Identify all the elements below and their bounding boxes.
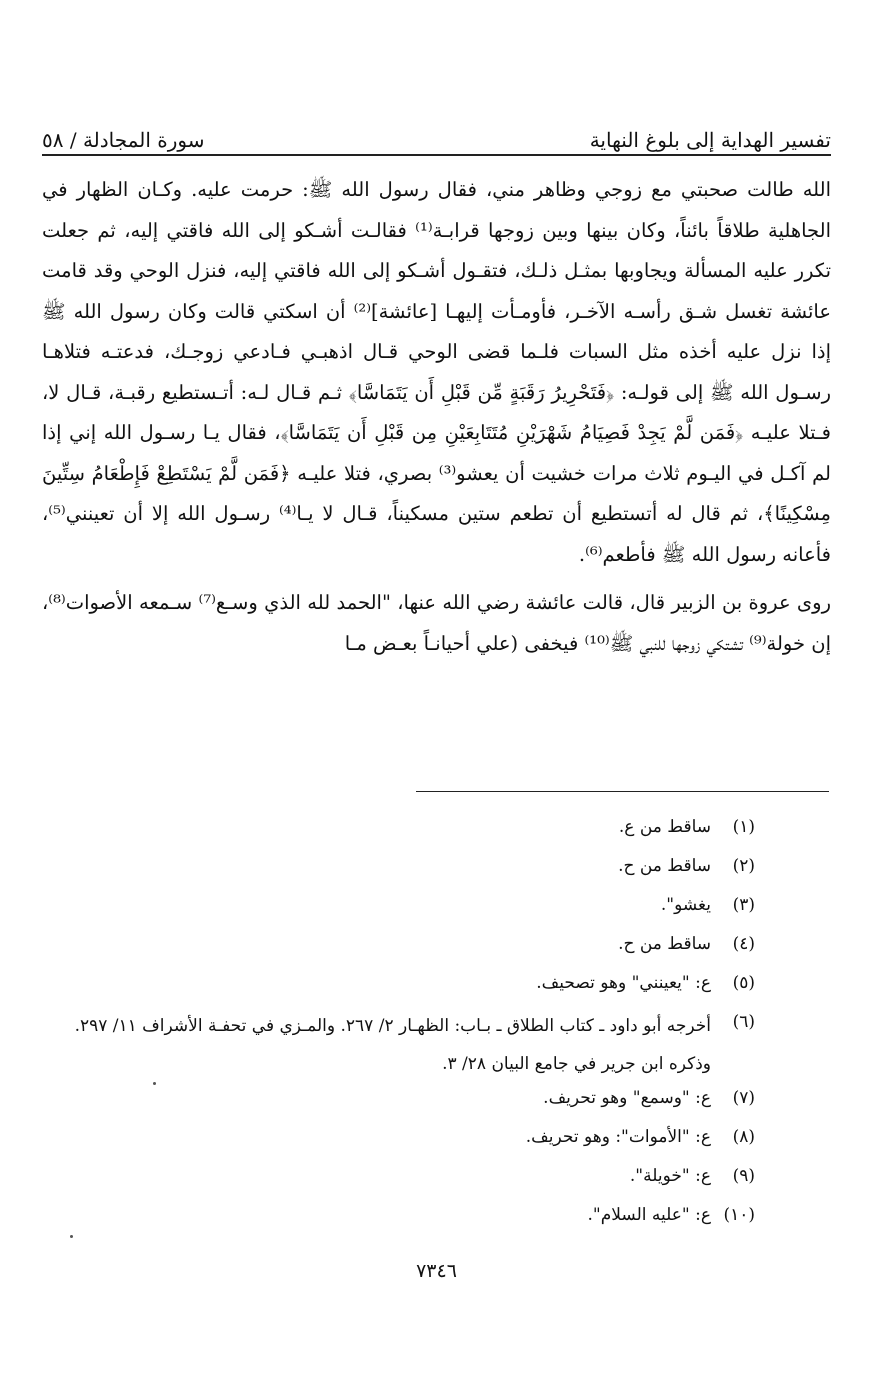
header-rule — [42, 154, 831, 156]
running-header — [42, 112, 831, 152]
footnote-item — [40, 1007, 755, 1083]
footnote-item — [40, 1200, 755, 1239]
footnote-number: (٦) — [732, 1012, 755, 1032]
footnote-text: ساقط من ح. — [618, 856, 711, 876]
scan-speck — [153, 1082, 156, 1085]
footnote-text: أخرجه أبو داود ـ كتاب الطلاق ـ بـاب: الظهـار ٢/ ٢٦٧. والمـزي في تحفـة الأشراف ١١/ ٢٩٧. وذكره ابن جرير في جامع البيان ٢٨/ ٣. — [74, 1016, 711, 1074]
footnote-text: ساقط من ح. — [618, 934, 711, 954]
footnote-number: (٣) — [732, 895, 755, 915]
footnote-text: ع: "يعينني" وهو تصحيف. — [536, 973, 711, 993]
paragraph-2: روى عروة بن الزبير قال، قالت عائشة رضي الله عنها، "الحمد لله الذي وسـع⁽⁷⁾ سـمعه الأصوات⁽⁸⁾، إن خولة⁽⁹⁾ تشتكي زوجها للنبي ﷺ⁽¹⁰⁾ فيخفى (علي أحيانـاً بعـض مـا — [42, 591, 832, 655]
footnote-item — [40, 1122, 755, 1161]
footnote-item — [40, 851, 755, 890]
footnote-rule — [416, 791, 829, 792]
footnote-number: (٤) — [732, 934, 755, 954]
scan-speck — [70, 1235, 73, 1238]
footnote-number: (٥) — [732, 973, 755, 993]
surah-page-label: سورة المجادلة / ٥٨ — [42, 128, 205, 152]
footnote-text: ع: "الأموات": وهو تحريف. — [525, 1127, 711, 1147]
footnote-text: ساقط من ع. — [618, 817, 711, 837]
footnote-text: ع: "خويلة". — [629, 1166, 711, 1186]
main-text — [42, 170, 831, 664]
footnote-number: (٩) — [732, 1166, 755, 1186]
footnote-item — [40, 1083, 755, 1122]
footnote-item — [40, 1161, 755, 1200]
footnote-number: (١٠) — [723, 1205, 755, 1225]
footnote-text: يغشو". — [660, 895, 711, 915]
paragraph-1: الله طالت صحبتي مع زوجي وظاهر مني، فقال رسول الله ﷺ: حرمت عليه. وكـان الظهار في الجاهلية طلاقاً بائناً، وكان بينها وبين زوجها قرابـة⁽¹⁾ فقالـت أشـكو إلى الله فاقتي إليه، ثم جعلت تكرر عليه المسألة ويجاوبها بمثـل ذلـك، فتقـول أشـكو إلى الله فاقتي إليه، فنزل الوحي وقد قامت عائشة تغسل شـق رأسـه الآخـر، فأومـأت إليهـا [عائشة]⁽²⁾ أن اسكتي قالت وكان رسول الله ﷺ إذا نزل عليه أخذه مثل السبات فلـما قضى الوحي قـال اذهبـي فـادعي زوجـك، فدعتـه فتلاهـا رسـول الله ﷺ إلى قولـه: ﴿فَتَحْرِيرُ رَقَبَةٍ مِّن قَبْلِ أَن يَتَمَاسَّا﴾ ثـم قـال لـه: أتـستطيع رقبـة، قـال لا، فـتلا عليـه ﴿فَمَن لَّمْ يَجِدْ فَصِيَامُ شَهْرَيْنِ مُتَتَابِعَيْنِ مِن قَبْلِ أَن يَتَمَاسَّا﴾، فقال يـا رسـول الله إني إذا لم آكـل في اليـوم ثلاث مرات خشيت أن يعشو⁽³⁾ بصري، فتلا عليـه ﴿فَمَن لَّمْ يَسْتَطِعْ فَإِطْعَامُ سِتِّينَ مِسْكِينًا﴾، ثم قال له أتستطيع أن تطعم ستين مسكيناً، قـال لا يـا⁽⁴⁾ رسـول الله إلا أن تعينني⁽⁵⁾، فأعانه رسول الله ﷺ فأطعم⁽⁶⁾. — [42, 178, 831, 566]
footnote-number: (٧) — [732, 1088, 755, 1108]
page-number: ٧٣٤٦ — [416, 1260, 457, 1282]
footnote-text: ع: "وسمع" وهو تحريف. — [543, 1088, 711, 1108]
footnote-number: (٨) — [732, 1127, 755, 1147]
footnote-item — [40, 968, 755, 1007]
footnote-item — [40, 929, 755, 968]
footnotes — [40, 812, 755, 1239]
footnote-item — [40, 812, 755, 851]
footnote-number: (٢) — [732, 856, 755, 876]
footnote-text: ع: "عليه السلام". — [587, 1205, 711, 1225]
book-title: تفسير الهداية إلى بلوغ النهاية — [589, 128, 831, 152]
footnote-number: (١) — [732, 817, 755, 837]
footnote-item — [40, 890, 755, 929]
